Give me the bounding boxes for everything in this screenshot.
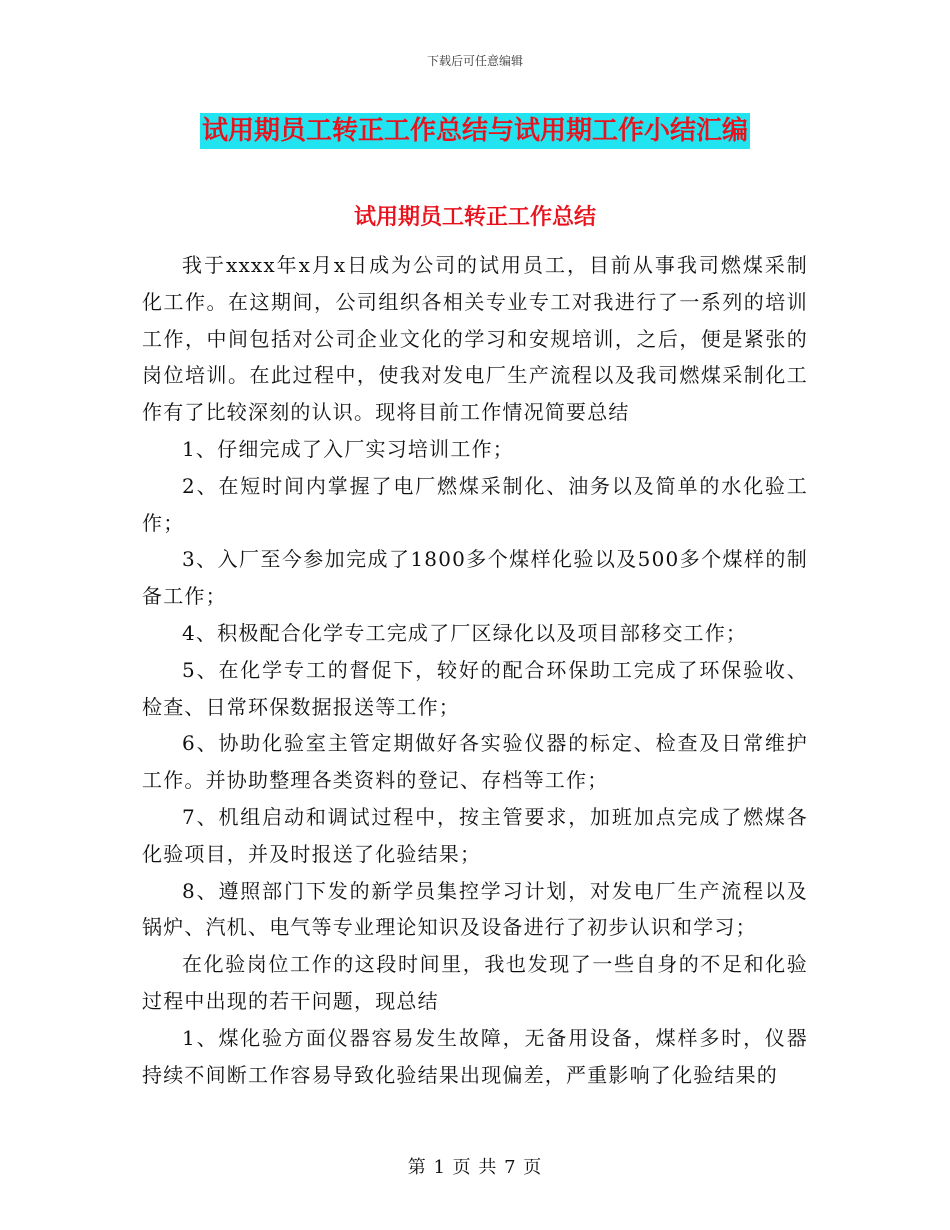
paragraph-item-6: 6、协助化验室主管定期做好各实验仪器的标定、检查及日常维护工作。并协助整理各类资料的登记、存档等工作； — [142, 731, 808, 793]
paragraph-item-4: 4、积极配合化学专工完成了厂区绿化以及项目部移交工作； — [182, 620, 748, 645]
paragraph-intro: 我于xxxx年x月x日成为公司的试用员工，目前从事我司燃煤采制化工作。在这期间，公司组织各相关专业专工对我进行了一系列的培训工作，中间包括对公司企业文化的学习和安规培训，之后，便是紧张的岗位培训。在此过程中，使我对发电厂生产流程以及我司燃煤采制化工作有了比较深刻的认识。现将目前工作情况简要总结 — [142, 253, 808, 425]
document-title: 试用期员工转正工作总结与试用期工作小结汇编 — [200, 113, 750, 149]
page-number-label: 第 1 页 共 7 页 — [407, 1157, 543, 1178]
paragraph-problem-1: 1、煤化验方面仪器容易发生故障，无备用设备，煤样多时，仪器持续不间断工作容易导致化验结果出现偏差，严重影响了化验结果的 — [142, 1025, 808, 1087]
paragraph-item-2: 2、在短时间内掌握了电厂燃煤采制化、油务以及简单的水化验工作； — [142, 473, 808, 535]
paragraph-item-5: 5、在化学专工的督促下，较好的配合环保助工完成了环保验收、检查、日常环保数据报送等工作； — [142, 657, 808, 719]
document-title-container — [0, 113, 950, 149]
paragraph-problems-intro: 在化验岗位工作的这段时间里，我也发现了一些自身的不足和化验过程中出现的若干问题，现总结 — [142, 952, 808, 1013]
header-note: 下载后可任意编辑 — [426, 54, 523, 68]
paragraph-item-1: 1、仔细完成了入厂实习培训工作； — [182, 436, 514, 461]
document-body — [142, 247, 808, 1093]
paragraph-item-3: 3、入厂至今参加完成了1800多个煤样化验以及500多个煤样的制备工作； — [142, 547, 808, 609]
section-title: 试用期员工转正工作总结 — [353, 204, 596, 230]
page-footer — [0, 1153, 950, 1179]
paragraph-item-7: 7、机组启动和调试过程中，按主管要求，加班加点完成了燃煤各化验项目，并及时报送了化验结果； — [142, 804, 808, 866]
paragraph-item-8: 8、遵照部门下发的新学员集控学习计划，对发电厂生产流程以及锅炉、汽机、电气等专业理论知识及设备进行了初步认识和学习； — [142, 878, 808, 940]
